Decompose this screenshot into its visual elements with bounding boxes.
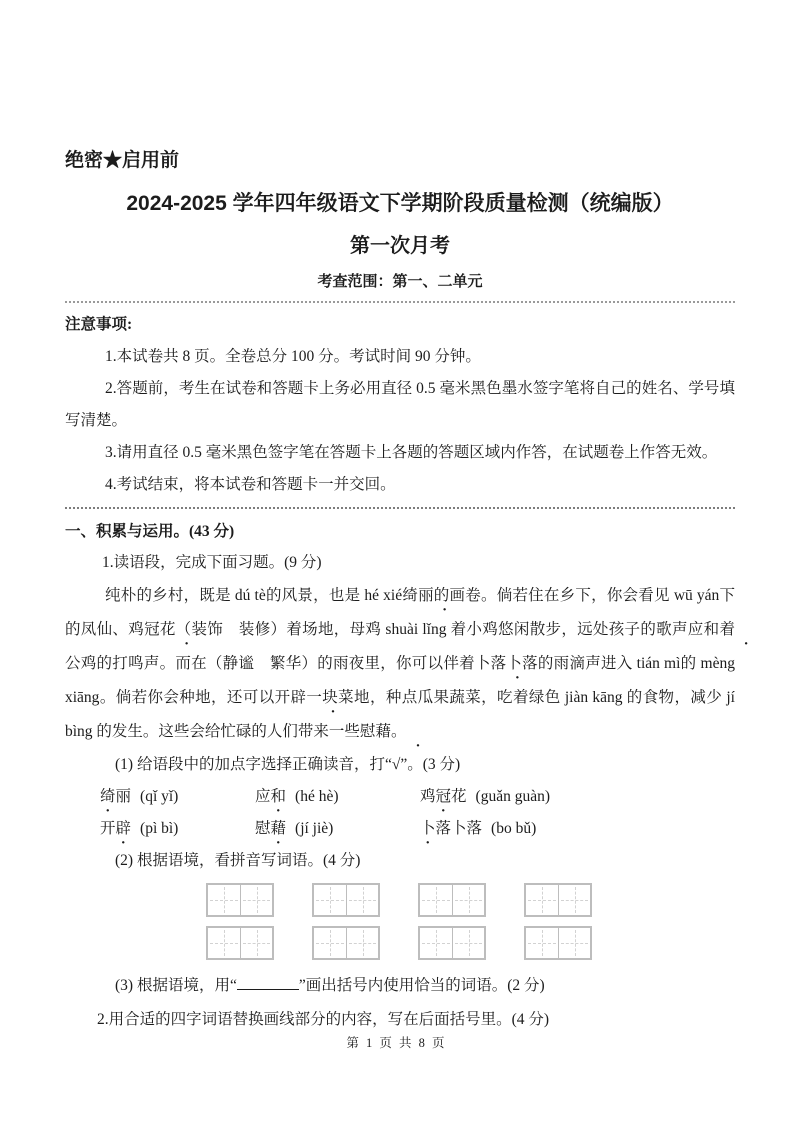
- dotted-char: 绮: [100, 788, 116, 805]
- dotted-char: 冠: [435, 788, 452, 805]
- word: 开辟: [100, 820, 132, 837]
- dotted-char: 辟: [290, 689, 307, 706]
- pinyin-options: (guǎn guàn): [475, 788, 551, 805]
- grid-cell: [314, 885, 346, 915]
- notice-item-2: 2.答题前，考生在试卷和答题卡上务必用直径 0.5 毫米黑色墨水签字笔将自己的姓名、学号填写清楚。: [65, 380, 735, 429]
- grid-group: [418, 883, 486, 917]
- grid-group: [312, 926, 380, 960]
- grid-row: [65, 926, 735, 960]
- dotted-char: 辟: [115, 820, 132, 837]
- grid-cell: [420, 885, 452, 915]
- grid-group: [418, 926, 486, 960]
- notice-item-1: 1.本试卷共 8 页。全卷总分 100 分。考试时间 90 分钟。: [105, 348, 481, 365]
- pronunciation-row-2: [65, 813, 735, 845]
- security-classification: 绝密★启用前: [65, 150, 180, 171]
- notice-section: [65, 309, 735, 501]
- pinyin-options: (jí jiè): [295, 820, 334, 837]
- grid-cell: [346, 928, 378, 958]
- grid-cell: [420, 928, 452, 958]
- pinyin-options: (bo bǔ): [491, 820, 537, 837]
- word: 绮丽: [100, 788, 132, 805]
- notice-heading: 注意事项:: [65, 316, 133, 333]
- exam-title: 2024-2025 学年四年级语文下学期阶段质量检测（统编版）: [126, 192, 674, 215]
- dotted-char: 和: [703, 621, 720, 638]
- grid-cell: [558, 885, 590, 915]
- dotted-char: 冠: [144, 621, 160, 638]
- page-footer: 第 1 页 共 8 页: [346, 1036, 447, 1050]
- dotted-char: 卜: [420, 820, 436, 837]
- pinyin-options: (pì bì): [140, 820, 179, 837]
- sub-question-2-stem: (2) 根据语境，看拼音写词语。(4 分): [115, 852, 361, 869]
- dotted-char: 卜: [474, 655, 491, 672]
- grid-cell: [346, 885, 378, 915]
- reading-passage: 纯朴的乡村，既是 dú tè的风景，也是 hé xié绮丽的画卷。倘若住在乡下，你会看见 wū yán下的凤仙、鸡冠花（装饰 装修）着场地，母鸡 shuài lǐng 着小鸡悠闲散步，远处孩子的歌声应和着公鸡的打鸣声。而在（静谧 繁华）的雨夜里，你可以伴着卜落卜落的雨滴声进入 tián mì的 mèng xiāng。倘若你会种地，还可以开辟一块菜地，种点瓜果蔬菜，吃着绿色 jiàn kāng 的食物，减少 jí bìng 的发生。这些会给忙碌的人们带来一些慰藉。: [65, 587, 735, 740]
- grid-cell: [208, 885, 240, 915]
- grid-group: [206, 883, 274, 917]
- grid-group: [524, 926, 592, 960]
- dotted-char: 和: [270, 788, 287, 805]
- dotted-char: 绮: [402, 587, 419, 604]
- grid-cell: [314, 928, 346, 958]
- sub-question-1-stem: (1) 给语段中的加点字选择正确读音，打“√”。(3 分): [115, 756, 461, 773]
- grid-cell: [240, 885, 272, 915]
- section-1-heading: 一、积累与运用。(43 分): [65, 523, 235, 540]
- grid-row: [65, 883, 735, 917]
- grid-cell: [526, 928, 558, 958]
- pronunciation-item: [100, 781, 255, 813]
- word: 应和: [255, 788, 287, 805]
- word: 卜落卜落: [420, 820, 483, 837]
- exam-scope: 考查范围：第一、二单元: [317, 274, 483, 290]
- grid-cell: [240, 928, 272, 958]
- pronunciation-item: [100, 813, 255, 845]
- pinyin-options: (qǐ yǐ): [140, 788, 179, 805]
- pronunciation-item: [420, 813, 735, 845]
- dotted-char: 藉: [375, 723, 391, 740]
- exam-subtitle: 第一次月考: [350, 235, 450, 257]
- pronunciation-item: [420, 781, 735, 813]
- grid-cell: [558, 928, 590, 958]
- pinyin-options: (hé hè): [295, 788, 339, 805]
- grid-cell: [452, 885, 484, 915]
- word: 鸡冠花: [420, 788, 467, 805]
- grid-cell: [526, 885, 558, 915]
- dotted-char: 藉: [270, 820, 287, 837]
- notice-item-3: 3.请用直径 0.5 毫米黑色签字笔在答题卡上各题的答题区域内作答，在试题卷上作答无效。: [105, 444, 718, 461]
- grid-group: [312, 883, 380, 917]
- grid-group: [206, 926, 274, 960]
- word: 慰藉: [255, 820, 287, 837]
- notice-item-4: 4.考试结束，将本试卷和答题卡一并交回。: [105, 476, 396, 493]
- pinyin-writing-grid: [65, 883, 735, 960]
- blank-line: [237, 977, 299, 990]
- grid-group: [524, 883, 592, 917]
- sub-question-3-stem: (3) 根据语境，用“ ”画出括号内使用恰当的词语。(2 分): [115, 977, 545, 994]
- grid-cell: [208, 928, 240, 958]
- grid-cell: [452, 928, 484, 958]
- pronunciation-item: [255, 781, 420, 813]
- question-1-stem: 1.读语段，完成下面习题。(9 分): [102, 554, 322, 571]
- question-2-stem: 2.用合适的四字词语替换画线部分的内容，写在后面括号里。(4 分): [97, 1011, 550, 1028]
- pronunciation-row-1: [65, 781, 735, 813]
- dotted-separator-top: [65, 301, 735, 303]
- dotted-separator-bottom: [65, 507, 735, 509]
